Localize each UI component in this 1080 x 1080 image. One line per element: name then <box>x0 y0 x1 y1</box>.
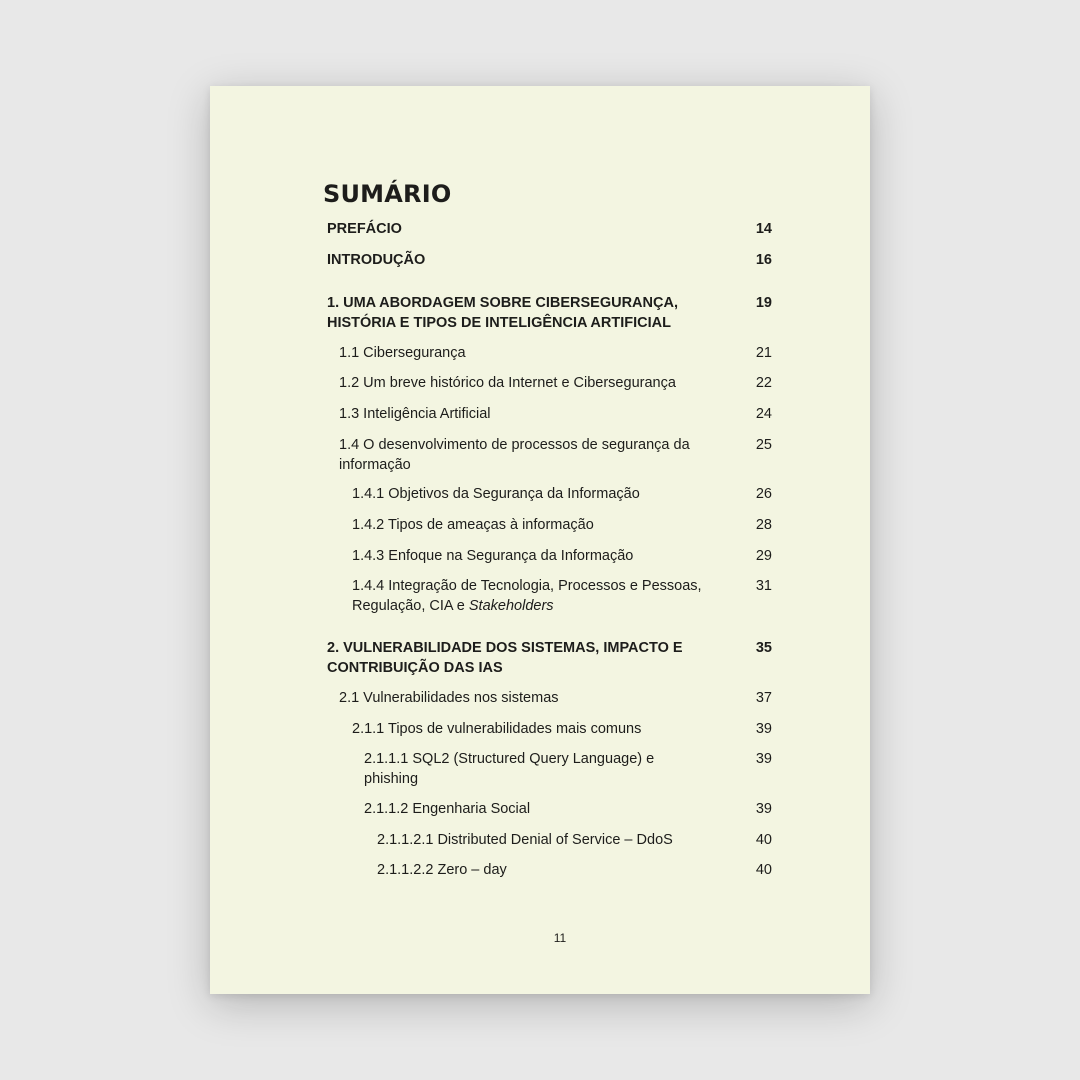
toc-entry-2-1-1[interactable] <box>327 720 772 740</box>
toc-entry-page: 37 <box>755 690 772 706</box>
toc-entry-label: 1.2 Um breve histórico da Internet e Cibersegurança <box>339 375 676 391</box>
toc-entry-page: 21 <box>755 345 772 361</box>
toc-entry-label-italic: Stakeholders <box>468 597 554 614</box>
toc-entry-1-4-3[interactable] <box>327 547 772 567</box>
toc-entry-page: 25 <box>755 437 772 453</box>
toc-entry-page: 40 <box>755 832 772 848</box>
toc-entry-page: 39 <box>755 801 772 817</box>
toc-entry-page: 14 <box>755 221 772 237</box>
toc-entry-page: 24 <box>755 406 772 422</box>
toc-entry-chapter-2[interactable] <box>327 639 772 678</box>
toc-entry-2-1-1-2[interactable] <box>327 800 772 820</box>
toc-entry-label <box>327 577 714 616</box>
toc-entry-page: 16 <box>755 252 772 268</box>
toc-entry-label: 1.4.3 Enfoque na Segurança da Informação <box>352 548 634 564</box>
toc-entry-2-1-1-2-2[interactable] <box>327 861 772 881</box>
toc-entry-2-1-1-1[interactable] <box>327 750 772 789</box>
document-page <box>210 86 870 994</box>
toc-entry-2-1-1-2-1[interactable] <box>327 831 772 851</box>
toc-entry-label: 2.1.1 Tipos de vulnerabilidades mais comuns <box>352 721 642 737</box>
page-number: 11 <box>553 931 567 945</box>
toc-entry-1-1[interactable] <box>327 344 772 364</box>
toc-entry-1-4[interactable] <box>327 436 772 475</box>
page-title: SUMÁRIO <box>323 180 452 208</box>
toc-entry-page: 29 <box>755 548 772 564</box>
toc-entry-page: 35 <box>755 640 772 656</box>
toc-entry-label: INTRODUÇÃO <box>327 252 426 268</box>
toc-entry-label: 2. VULNERABILIDADE DOS SISTEMAS, IMPACTO E CONTRIBUIÇÃO DAS IAS <box>327 640 683 676</box>
toc-entry-page: 28 <box>755 517 772 533</box>
toc-entry-label: 1.4 O desenvolvimento de processos de segurança da informação <box>339 437 690 473</box>
toc-entry-label: 1. UMA ABORDAGEM SOBRE CIBERSEGURANÇA, HISTÓRIA E TIPOS DE INTELIGÊNCIA ARTIFICIAL <box>327 295 678 331</box>
toc-entry-page: 39 <box>755 751 772 767</box>
toc-entry-label-text: 1.4.4 Integração de Tecnologia, Processos e Pessoas, Regulação, CIA e <box>352 578 702 614</box>
toc-entry-label: 2.1 Vulnerabilidades nos sistemas <box>339 690 559 706</box>
toc-entry-1-4-1[interactable] <box>327 485 772 505</box>
toc-entry-label: 1.1 Cibersegurança <box>339 345 466 361</box>
toc-entry-page: 26 <box>755 486 772 502</box>
toc-entry-chapter-1[interactable] <box>327 294 772 333</box>
toc-entry-page: 39 <box>755 721 772 737</box>
toc-entry-label: 1.3 Inteligência Artificial <box>339 406 491 422</box>
toc-entry-page: 40 <box>755 862 772 878</box>
toc-entry-page: 22 <box>755 375 772 391</box>
toc-entry-label: 2.1.1.1 SQL2 (Structured Query Language) e phishing <box>364 751 655 787</box>
toc-entry-prefacio[interactable] <box>327 220 772 240</box>
toc-entry-introducao[interactable] <box>327 251 772 271</box>
toc-entry-2-1[interactable] <box>327 689 772 709</box>
toc-entry-page: 31 <box>755 578 772 594</box>
toc-entry-page: 19 <box>755 295 772 311</box>
toc-entry-label: PREFÁCIO <box>327 221 402 237</box>
toc-entry-1-4-2[interactable] <box>327 516 772 536</box>
toc-entry-label: 2.1.1.2.2 Zero – day <box>377 862 507 878</box>
toc-entry-label: 2.1.1.2.1 Distributed Denial of Service – DdoS <box>377 832 673 848</box>
toc-entry-label: 1.4.1 Objetivos da Segurança da Informação <box>352 486 640 502</box>
toc-entry-1-3[interactable] <box>327 405 772 425</box>
toc-entry-1-2[interactable] <box>327 374 772 394</box>
toc-entry-label: 1.4.2 Tipos de ameaças à informação <box>352 517 594 533</box>
toc-entry-1-4-4[interactable] <box>327 577 772 616</box>
toc-entry-label: 2.1.1.2 Engenharia Social <box>364 801 531 817</box>
